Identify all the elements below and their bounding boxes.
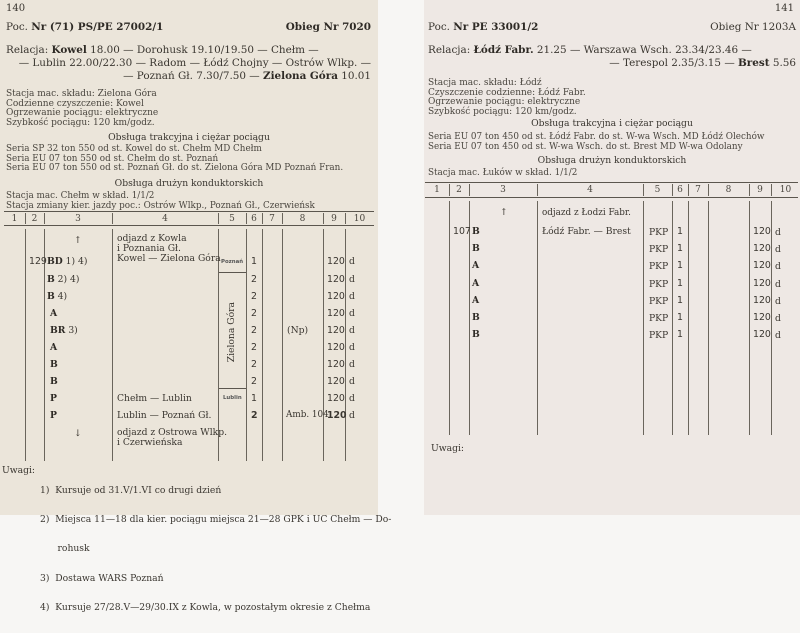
crew-info: Stacja mac. Łuków w skład. 1/1/2 [428,168,578,178]
uwagi-notes: 1) Kursuje od 31.V/1.VI co drugi dzień 2) Miejsca 11—18 dla kier. pociągu miejsca 21—28 GPK i UC Chełm — Do- rohusk 3) Dostawa WARS Poznań 4) Kursuje 27/28.V—29/30.IX z Kowla, w pozostałym okresie z Chełma [40,484,392,614]
train-info: Stacja mac. składu: Łódź Czyszczenie codzienne: Łódź Fabr. Ogrzewanie pociągu: elektryczne Szybkość pociągu: 120 km/godz. [428,78,586,117]
traction-list: Seria EU 07 ton 450 od st. Łódź Fabr. do st. W-wa Wsch. MD Łódź Olechów Seria EU 07 ton 450 od st. W-wa Wsch. do st. Brest MD W-wa Odolany [428,132,765,152]
relacja-line-1: Relacja: Kowel 18.00 — Dorohusk 19.10/19.50 — Chełm — [6,44,319,56]
page-number: 140 [6,3,26,14]
train-number: Poc. Nr PE 33001/2 [428,21,539,33]
start-note: odjazd z Kowla i Poznania Gł. Kowel — Zielona Góra [117,233,221,264]
uwagi-label: Uwagi: [431,443,464,454]
uwagi-label: Uwagi: [2,465,35,476]
obieg-number: Obieg Nr 7020 [285,21,371,33]
crew-info: Stacja mac. Chełm w skład. 1/1/2 Stacja zmiany kier. jazdy poc.: Ostrów Wlkp., Poznań Gł., Czerwieńsk [6,191,315,211]
traction-title: Obsługa trakcyjna i ciężar pociągu [531,118,693,129]
end-note: odjazd z Ostrowa Wlkp. i Czerwieńska [117,427,228,448]
arrow-up-icon: ↑ [500,207,508,218]
relacja-line-2: — Terespol 2.35/3.15 — Brest 5.56 [609,57,796,69]
relacja-line-1: Relacja: Łódź Fabr. 21.25 — Warszawa Wsch. 23.34/23.46 — [428,44,752,56]
left-page: 140 Poc. Nr (71) PS/PE 27002/1 Obieg Nr 7020 Relacja: Kowel 18.00 — Dorohusk 19.10/19.50 — Chełm — — Lublin 22.00/22.30 — Radom — Łódź Chojny — Ostrów Wlkp. — — Poznań Gł. 7.30/7.50 — Zielona Góra 10.01 Stacja mac. składu: Zielona Góra Codzienne czyszczenie: Kowel Ogrzewanie pociągu: elektryczne Szybkość pociągu: 120 km/godz. Obsługa trakcyjna i ciężar pociągu Seria SP 32 ton 550 od st. Kowel do st. Chełm MD Chełm Seria EU 07 ton 550 od st. Chełm do st. Poznań Seria EU 07 ton 550 od st. Poznań Gł. do st. Zielona Góra MD Poznań Fran. Obsługa drużyn konduktorskich Stacja mac. Chełm w skład. 1/1/2 Stacja zmiany kier. jazdy poc.: Ostrów Wlkp., Poznań Gł., Czerwieńsk 1 2 3 4 5 6 7 8 9 10 ↑ odjazd z Kowla i Poznania Gł. Kowel — Zielona Góra Poznań Zielona Góra Lublin 129 BD 1) 4) 1 120 d B 2) 4) 2 120 d B 4) 2 120 d A 2 120 d BR 3) 2 (Np) 120 d A 2 120 d B 2 120 d B 2 120 d P Chełm — Lublin 1 120 d P Lublin — Poznań Gł. 2 Amb. 104 120 d ↓ odjazd z Ostrowa Wlkp. i Czerwieńska Uwagi: 1) Kursuje od 31.V/1.VI co drugi dzień 2) Miejsca 11—18 dla kier. pociągu miejsca 21—28 GPK i UC Chełm — Do- rohusk 3) Dostawa WARS Poznań 4) Kursuje 27/28.V—29/30.IX z Kowla, w pozostałym okresie z Chełma [0,0,378,515]
relacja-line-2: — Lublin 22.00/22.30 — Radom — Łódź Chojny — Ostrów Wlkp. — [18,57,371,69]
traction-title: Obsługa trakcyjna i ciężar pociągu [108,132,270,143]
start-note: odjazd z Łodzi Fabr. [542,208,631,218]
relacja-line-3: — Poznań Gł. 7.30/7.50 — Zielona Góra 10.01 [123,70,371,82]
traction-list: Seria SP 32 ton 550 od st. Kowel do st. Chełm MD Chełm Seria EU 07 ton 550 od st. Chełm do st. Poznań Seria EU 07 ton 550 od st. Poznań Gł. do st. Zielona Góra MD Poznań Fran. [6,144,344,174]
col5-zielona-gora: Zielona Góra [226,302,237,363]
train-info: Stacja mac. składu: Zielona Góra Codzienne czyszczenie: Kowel Ogrzewanie pociągu: elektryczne Szybkość pociągu: 120 km/godz. [6,89,159,128]
arrow-down-icon: ↓ [74,428,82,439]
col5-lublin: Lublin [223,395,242,401]
crew-title: Obsługa drużyn konduktorskich [114,178,264,189]
page-number: 141 [774,3,794,14]
right-page: 141 Poc. Nr PE 33001/2 Obieg Nr 1203A Relacja: Łódź Fabr. 21.25 — Warszawa Wsch. 23.34/23.46 — — Terespol 2.35/3.15 — Brest 5.56 Stacja mac. składu: Łódź Czyszczenie codzienne: Łódź Fabr. Ogrzewanie pociągu: elektryczne Szybkość pociągu: 120 km/godz. Obsługa trakcyjna i ciężar pociągu Seria EU 07 ton 450 od st. Łódź Fabr. do st. W-wa Wsch. MD Łódź Olechów Seria EU 07 ton 450 od st. W-wa Wsch. do st. Brest MD W-wa Odolany Obsługa drużyn konduktorskich Stacja mac. Łuków w skład. 1/1/2 1 2 3 4 5 6 7 8 9 10 ↑ odjazd z Łodzi Fabr. 107 B Łódź Fabr. — Brest PKP 1 120 d B PKP 1 120 d A PKP 1 120 d A PKP 1 120 d A PKP 1 120 d B PKP 1 120 d B PKP 1 120 d Uwagi: [424,0,800,515]
train-number: Poc. Nr (71) PS/PE 27002/1 [6,21,164,33]
col5-poznan: Poznań [221,259,244,265]
arrow-up-icon: ↑ [74,235,82,246]
obieg-number: Obieg Nr 1203A [710,21,796,33]
crew-title: Obsługa drużyn konduktorskich [537,155,687,166]
